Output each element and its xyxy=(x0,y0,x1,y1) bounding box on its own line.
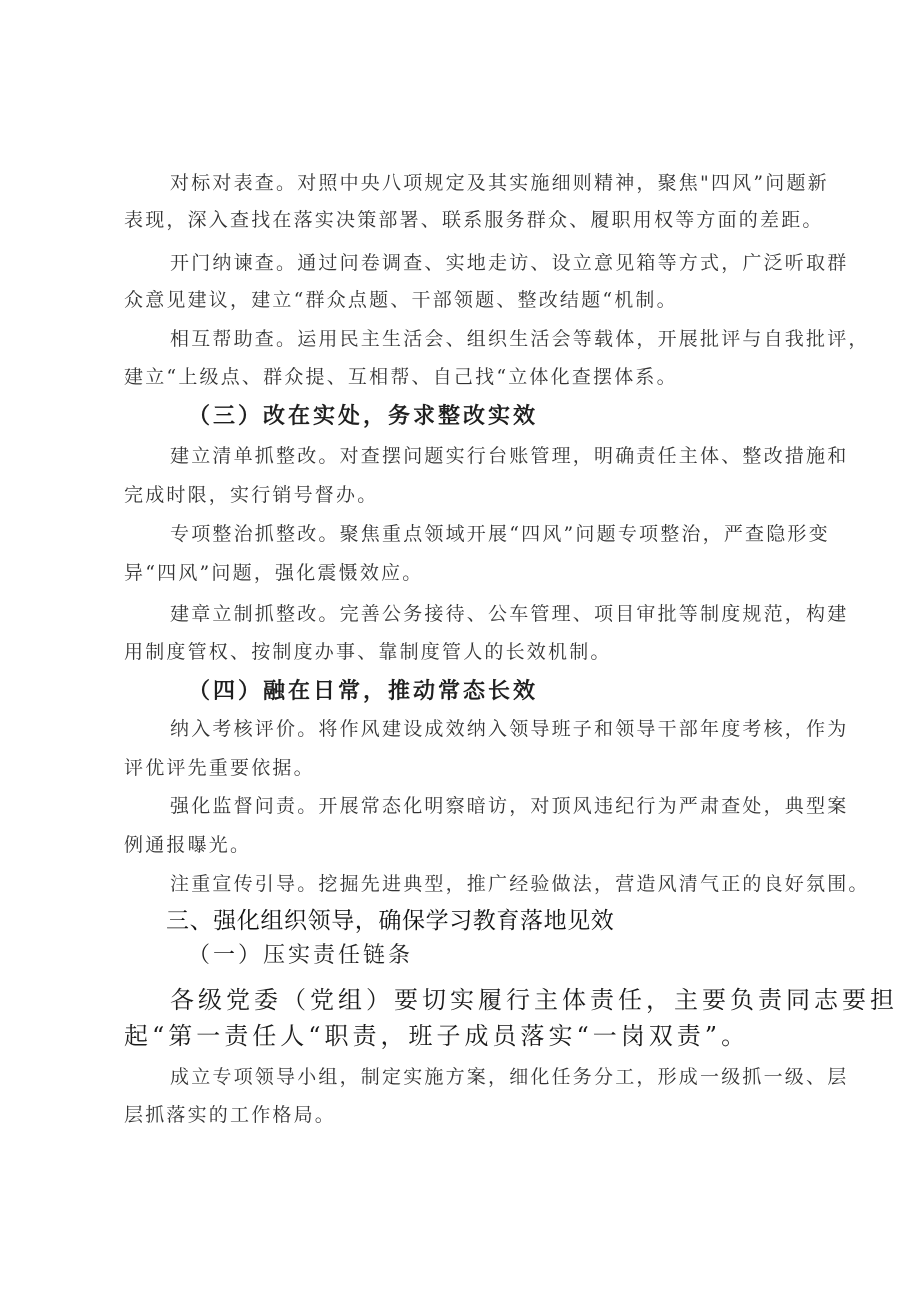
paragraph-line: 用制度管权、按制度办事、靠制度管人的长效机制。 xyxy=(124,641,612,663)
paragraph-line: 表现，深入查找在落实决策部署、联系服务群众、履职用权等方面的差距。 xyxy=(124,209,824,231)
paragraph-line: 注重宣传引导。挖掘先进典型，推广经验做法，营造风清气正的良好氛围。 xyxy=(170,873,870,895)
paragraph-line: 开门纳谏查。通过问卷调查、实地走访、设立意见箱等方式，广泛听取群 xyxy=(170,252,849,274)
paragraph-line: 层抓落实的工作格局。 xyxy=(124,1104,337,1126)
paragraph-line: 相互帮助查。运用民主生活会、组织生活会等载体，开展批评与自我批评， xyxy=(170,328,870,350)
paragraph-line: 各级党委（党组）要切实履行主体责任，主要负责同志要担 xyxy=(170,986,898,1014)
paragraph-line: 强化监督问责。开展常态化明察暗访，对顶风违纪行为严肃查处，典型案 xyxy=(170,795,849,817)
paragraph-line: 纳入考核评价。将作风建设成效纳入领导班子和领导干部年度考核，作为 xyxy=(170,718,849,740)
paragraph-line: 建章立制抓整改。完善公务接待、公车管理、项目审批等制度规范，构建 xyxy=(170,603,849,625)
paragraph-line: 起“第一责任人“职责，班子成员落实“一岗双责”。 xyxy=(124,1022,750,1050)
paragraph-line: 专项整治抓整改。聚焦重点领域开展“四风”问题专项整治，严查隐形变 xyxy=(170,523,830,545)
paragraph-line: 异“四风”问题，强化震慑效应。 xyxy=(124,562,424,584)
paragraph-line: 众意见建议，建立“群众点题、干部领题、整改结题“机制。 xyxy=(124,289,678,311)
subsection-heading: （三）改在实处，务求整改实效 xyxy=(188,403,539,429)
paragraph-line: 例通报曝光。 xyxy=(124,834,252,856)
section-heading: 三、强化组织领导，确保学习教育落地见效 xyxy=(166,908,615,934)
paragraph-line: 完成时限，实行销号督办。 xyxy=(124,484,379,506)
paragraph-line: 建立清单抓整改。对查摆问题实行台账管理，明确责任主体、整改措施和 xyxy=(170,445,849,467)
paragraph-line: 对标对表查。对照中央八项规定及其实施细则精神，聚焦"四风”问题新 xyxy=(170,172,829,194)
paragraph-line: 建立“上级点、群众提、互相帮、自己找“立体化查摆体系。 xyxy=(124,366,678,388)
subsection-heading: （一）压实责任链条 xyxy=(188,943,414,968)
paragraph-line: 成立专项领导小组，制定实施方案，细化任务分工，形成一级抓一级、层 xyxy=(170,1066,849,1088)
paragraph-line: 评优评先重要依据。 xyxy=(124,757,315,779)
subsection-heading: （四）融在日常，推动常态长效 xyxy=(188,678,539,704)
